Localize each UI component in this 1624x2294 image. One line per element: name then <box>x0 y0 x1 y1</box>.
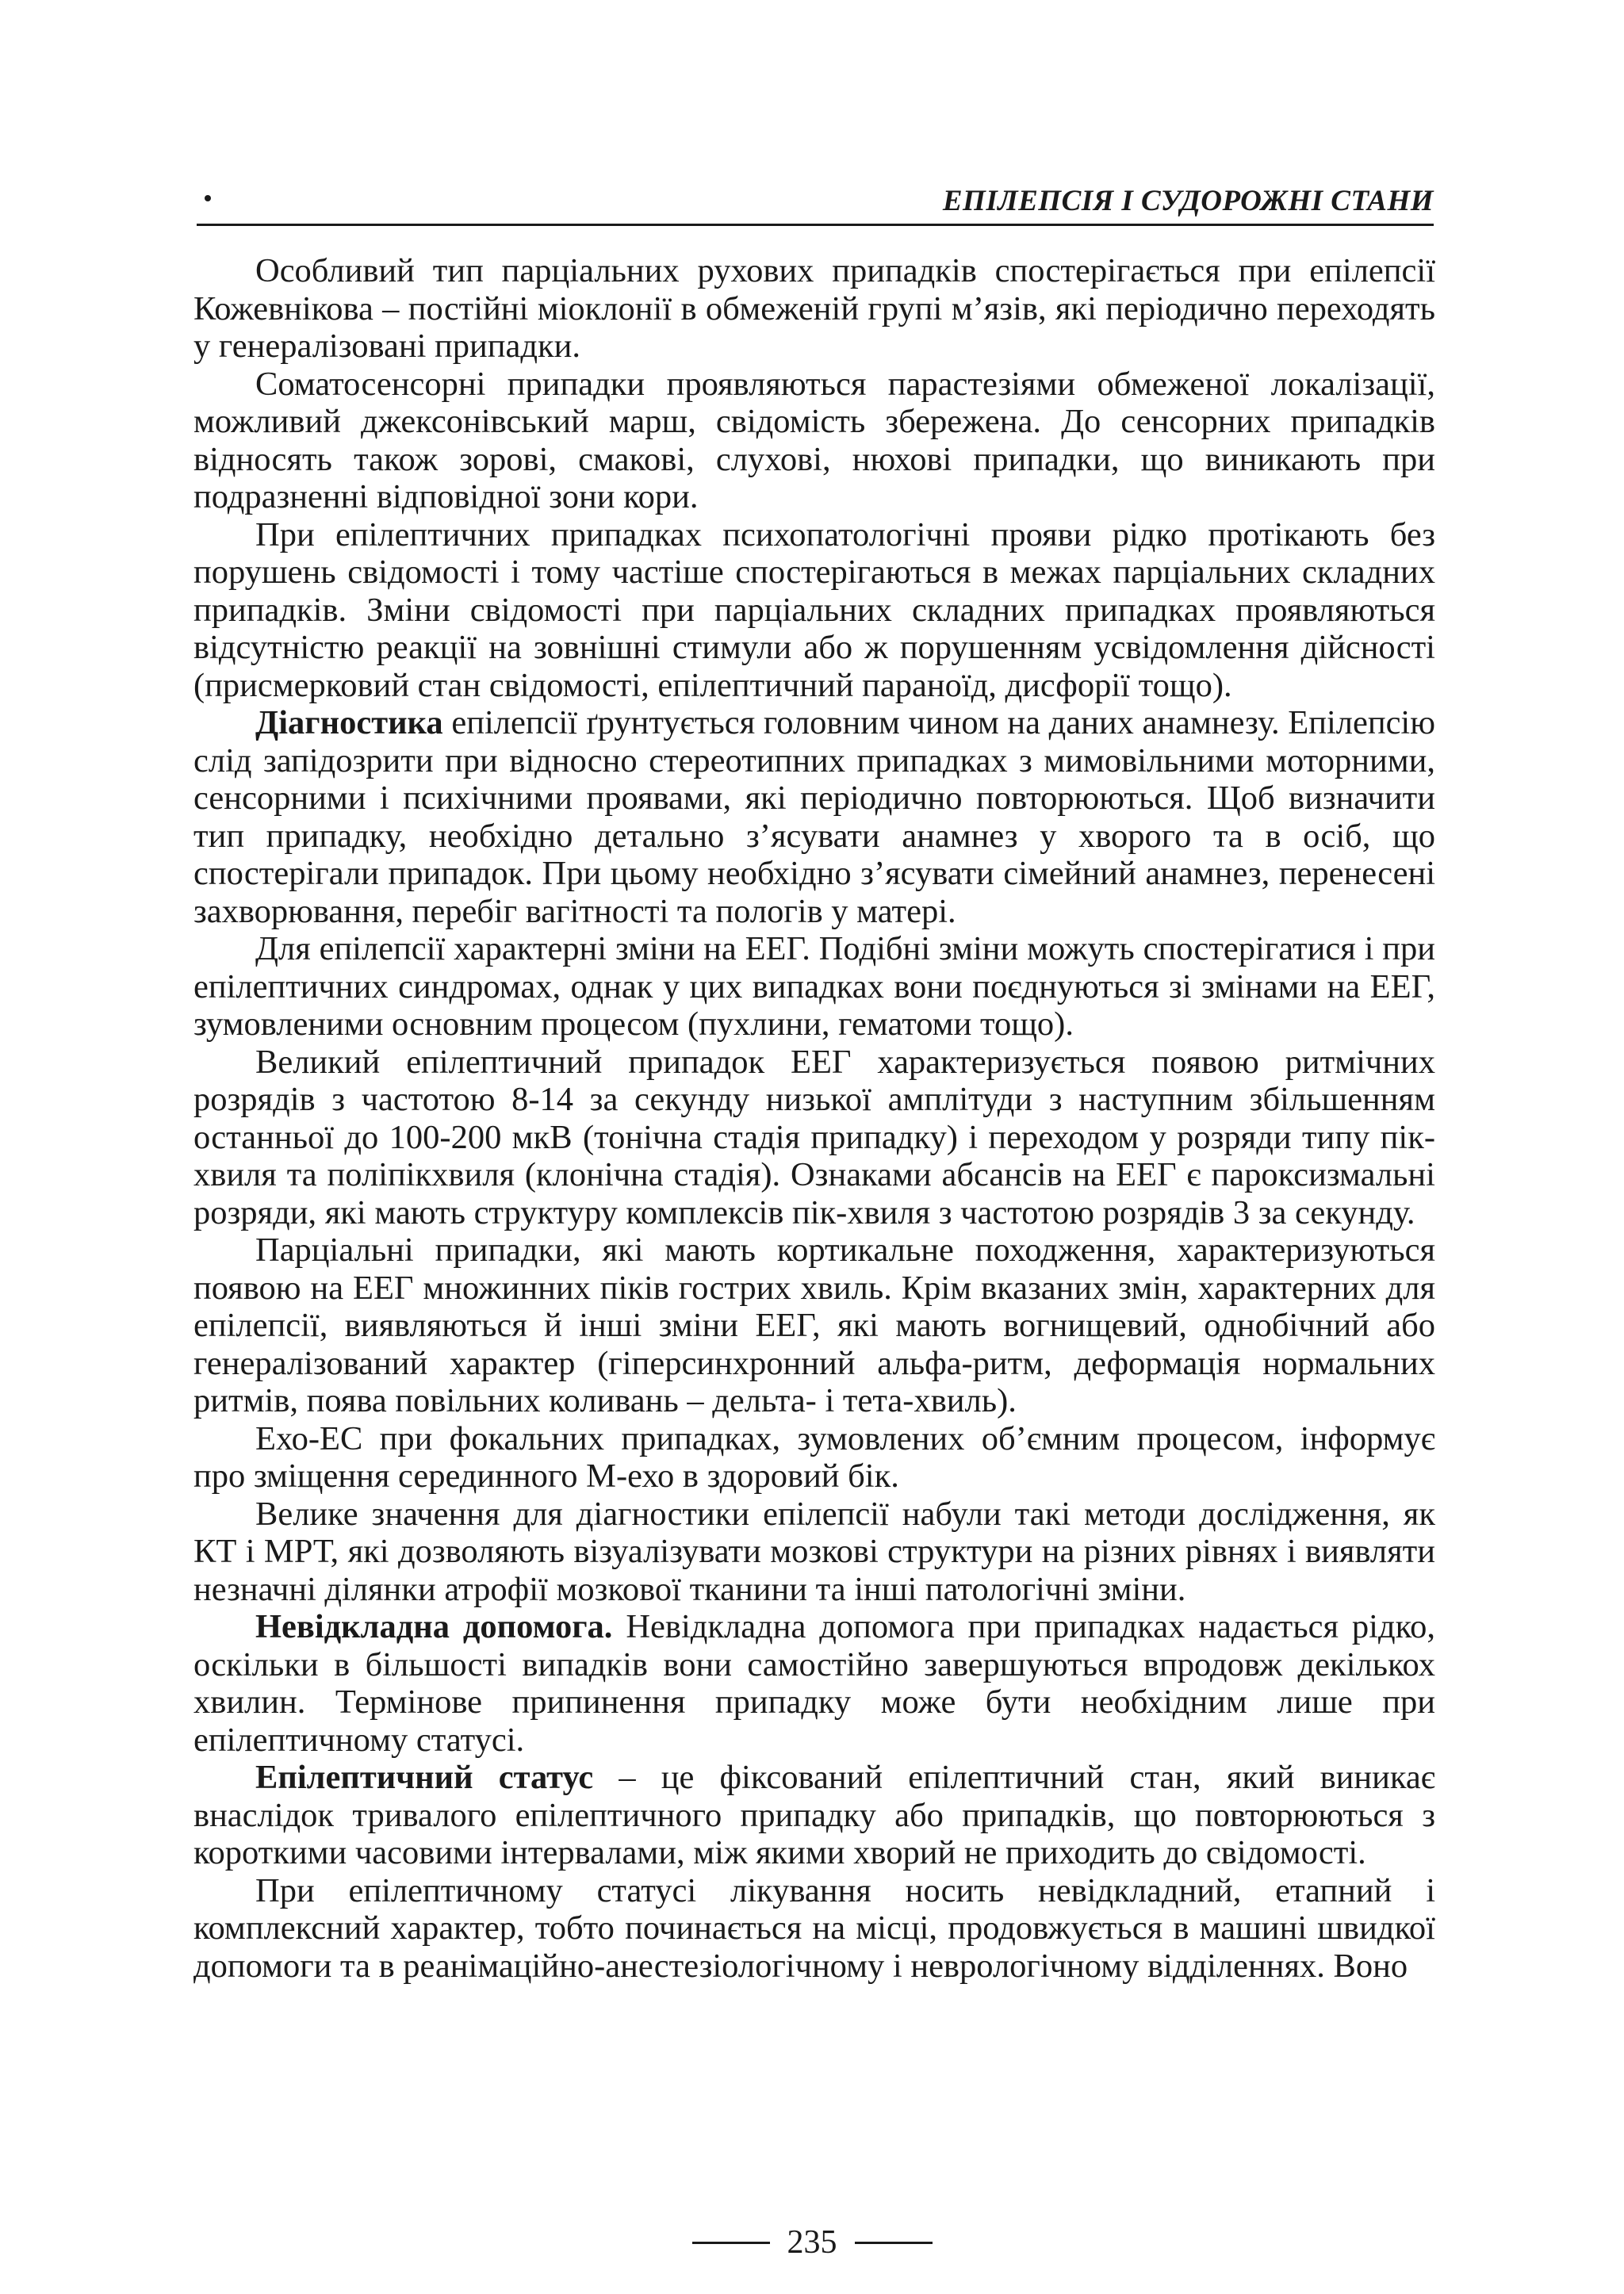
page-number: 235 <box>787 2224 837 2261</box>
body-text <box>193 252 1435 1985</box>
paragraph-lead-heading: Епілептичний статус <box>255 1759 594 1796</box>
paragraph-text: При епілептичних припадках психопатологічні прояви рідко протікають без порушень свідомості і тому частіше спостерігаються в межах парціальних складних припадків. Зміни свідомості при парціальних складних припадках проявляються відсутністю реакції на зовнішні стимули або ж порушенням усвідомлення дійсності (присмерковий стан свідомості, епілептичний параноїд, дисфорії тощо). <box>193 515 1435 704</box>
paragraph-text: епілепсії ґрунтується головним чином на даних анамнезу. Епілепсію слід запідозрити при відносно стереотипних припадках з мимовільними моторними, сенсорними і психічними проявами, які періодично повторюються. Щоб визначити тип припадку, необхідно детально з’ясувати анамнез у хворого та в осіб, що спостерігали припадок. При цьому необхідно з’ясувати сімейний анамнез, перенесені захворювання, перебіг вагітності та пологів у матері. <box>193 704 1435 930</box>
paragraph-eeg-changes <box>193 930 1435 1044</box>
paragraph-status-treatment <box>193 1872 1435 1986</box>
paragraph-text: При епілептичному статусі лікування носить невідкладний, етапний і комплексний характер, тобто починається на місці, продовжується в машині швидкої допомоги та в реанімаційно-анестезіологічному і неврологічному відділеннях. Воно <box>193 1871 1435 1985</box>
paragraph-text: Соматосенсорні припадки проявляються парастезіями обмеженої локалізації, можливий джексонівський марш, свідомість збережена. До сенсорних припадків відносять також зорові, смакові, слухові, нюхові припадки, що виникають при подразненні відповідної зони кори. <box>193 365 1435 515</box>
paragraph-grand-mal-eeg <box>193 1044 1435 1232</box>
paragraph-partial-seizures-eeg <box>193 1231 1435 1420</box>
paragraph-text: Велике значення для діагностики епілепсії набули такі методи дослідження, як КТ і МРТ, які дозволяють візуалізувати мозкові структури на різних рівнях і виявляти незначні ділянки атрофії мозкової тканини та інші патологічні зміни. <box>193 1495 1435 1608</box>
paragraph-somatosensory <box>193 366 1435 516</box>
paragraph-text: Для епілепсії характерні зміни на ЕЕГ. Подібні зміни можуть спостерігатися і при епілептичних синдромах, однак у цих випадках вони поєднуються зі змінами на ЕЕГ, зумовленими основним процесом (пухлини, гематоми тощо). <box>193 930 1435 1043</box>
footer-rule-left <box>692 2242 770 2244</box>
paragraph-text: Парціальні припадки, які мають кортикальне походження, характеризуються появою на ЕЕГ множинних піків гострих хвиль. Крім вказаних змін, характерних для епілепсії, виявляються й інші зміни ЕЕГ, які мають вогнищевий, однобічний або генералізований характер (гіперсинхронний альфа-ритм, деформація нормальних ритмів, поява повільних коливань – дельта- і тета-хвиль). <box>193 1231 1435 1419</box>
page-footer <box>0 2223 1624 2263</box>
paragraph-text: Невідкладна допомога при припадках надається рідко, оскільки в більшості випадків вони самостійно завершуються впродовж декількох хвилин. Термінове припинення припадку може бути необхідним лише при епілептичному статусі. <box>193 1608 1435 1759</box>
running-title: ЕПІЛЕПСІЯ І СУДОРОЖНІ СТАНИ <box>942 185 1434 217</box>
paragraph-ct-mri <box>193 1496 1435 1609</box>
paragraph-emergency-care <box>193 1608 1435 1759</box>
footer-rule-right <box>855 2242 933 2244</box>
running-header <box>197 176 1434 226</box>
paragraph-lead-heading: Діагностика <box>255 704 443 741</box>
paragraph-text: Ехо-ЕС при фокальних припадках, зумовлених об’ємним процесом, інформує про зміщення серединного М-ехо в здоровий бік. <box>193 1419 1435 1495</box>
paragraph-psychopathological <box>193 516 1435 705</box>
paragraph-status-epilepticus <box>193 1759 1435 1872</box>
paragraph-lead-heading: Невідкладна допомога. <box>255 1608 613 1645</box>
header-bullet <box>205 195 211 201</box>
paragraph-echo-es <box>193 1420 1435 1496</box>
paragraph-text: Великий епілептичний припадок ЕЕГ характеризується появою ритмічних розрядів з частотою 8-14 за секунду низької амплітуди з наступним збільшенням останньої до 100-200 мкВ (тонічна стадія припадку) і переходом у розряди типу пік-хвиля та поліпікхвиля (клонічна стадія). Ознаками абсансів на ЕЕГ є пароксизмальні розряди, які мають структуру комплексів пік-хвиля з частотою розрядів 3 за секунду. <box>193 1043 1435 1231</box>
paragraph-kozhevnikov <box>193 252 1435 366</box>
paragraph-diagnostics <box>193 704 1435 930</box>
paragraph-text: – це фіксований епілептичний стан, який виникає внаслідок тривалого епілептичного припадку або припадків, що повторюються з короткими часовими інтервалами, між якими хворий не приходить до свідомості. <box>193 1759 1435 1871</box>
paragraph-text: Особливий тип парціальних рухових припадків спостерігається при епілепсії Кожевнікова – постійні міоклонії в обмеженій групі м’язів, які періодично переходять у генералізовані припадки. <box>193 252 1435 365</box>
